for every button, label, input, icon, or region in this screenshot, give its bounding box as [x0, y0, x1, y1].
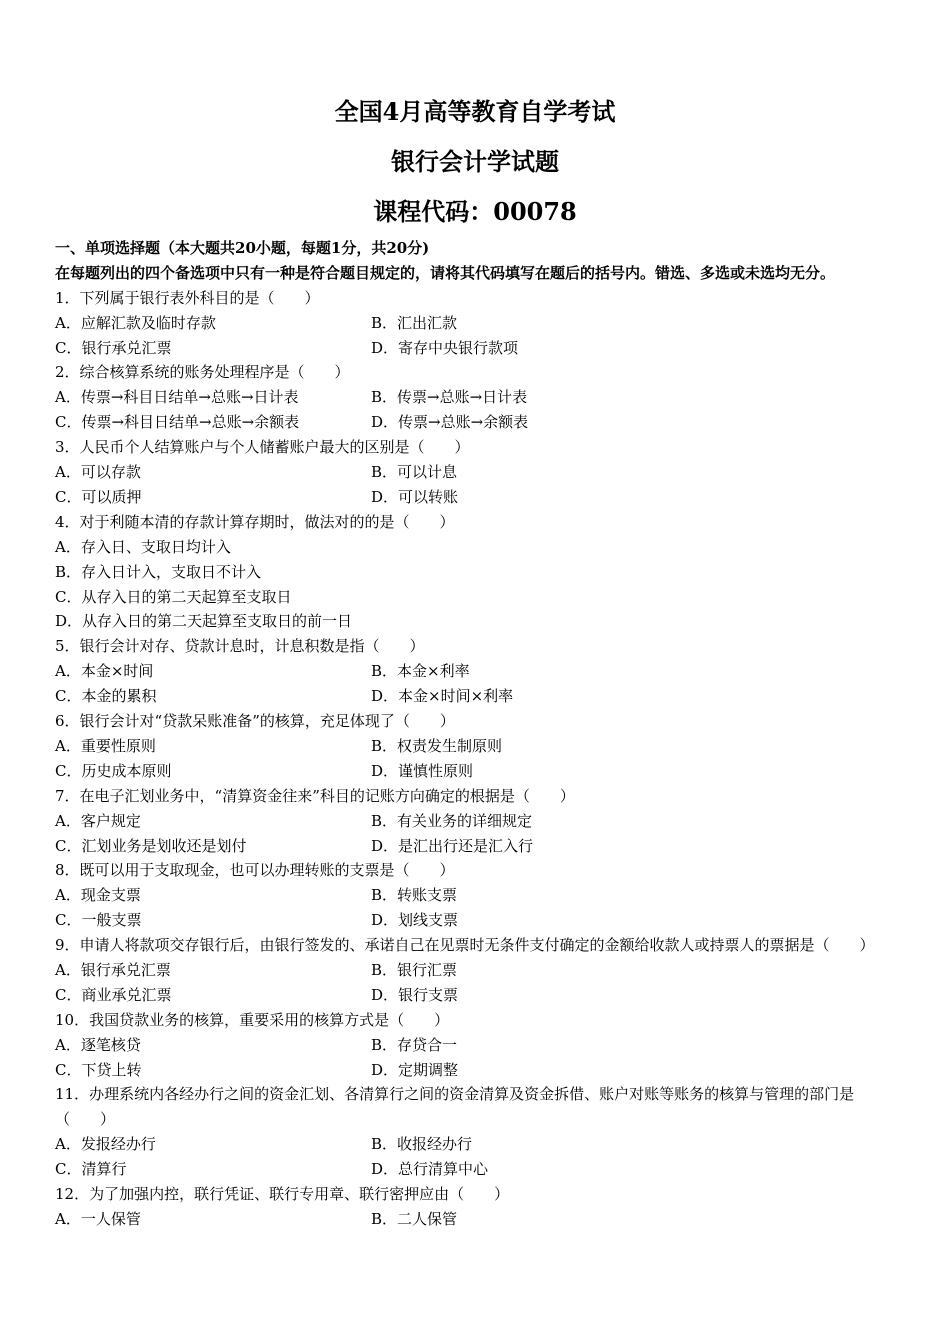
- question-stem: 5．银行会计对存、贷款计息时，计息积数是指（ ）: [55, 637, 425, 656]
- answer-option: D．总行清算中心: [371, 1160, 489, 1179]
- answer-option: B．传票→总账→日计表: [371, 388, 528, 407]
- exam-content: [55, 236, 897, 1232]
- question-stem: 4．对于利随本清的存款计算存期时，做法对的的是（ ）: [55, 512, 455, 531]
- answer-option: C．本金的累积: [55, 687, 157, 706]
- option-row: [55, 684, 897, 709]
- answer-option: A．一人保管: [55, 1209, 141, 1228]
- answer-option: A．银行承兑汇票: [55, 960, 171, 979]
- answer-option: C．传票→科目日结单→总账→余额表: [55, 413, 300, 432]
- answer-option: D．是汇出行还是汇入行: [371, 836, 534, 855]
- answer-option: D．划线支票: [371, 911, 459, 930]
- answer-option: D．可以转账: [371, 487, 459, 506]
- option-row: [55, 759, 897, 784]
- option-row: [55, 336, 897, 361]
- answer-option: B．本金×利率: [371, 662, 470, 681]
- answer-option: C．从存入日的第二天起算至支取日: [55, 587, 292, 606]
- question-item: [55, 435, 897, 510]
- option-row: [55, 983, 897, 1008]
- option-row: [55, 1157, 897, 1182]
- answer-option: D．传票→总账→余额表: [371, 413, 529, 432]
- question-item: [55, 1182, 897, 1232]
- question-stem: 10．我国贷款业务的核算，重要采用的核算方式是（ ）: [55, 1010, 450, 1029]
- answer-option: A．发报经办行: [55, 1135, 156, 1154]
- question-stem: 6．银行会计对“贷款呆账准备”的核算，充足体现了（ ）: [55, 712, 455, 731]
- question-item: [55, 634, 897, 709]
- option-row: [55, 883, 897, 908]
- option-row: [55, 460, 897, 485]
- answer-option: A．可以存款: [55, 463, 141, 482]
- answer-option: A．逐笔核贷: [55, 1035, 141, 1054]
- question-item: [55, 858, 897, 933]
- question-item: [55, 709, 897, 784]
- answer-option: B．二人保管: [371, 1209, 458, 1228]
- question-stem: 7．在电子汇划业务中，“清算资金往来”科目的记账方向确定的根据是（ ）: [55, 786, 575, 805]
- answer-option: A．本金×时间: [55, 662, 154, 681]
- answer-option: C．一般支票: [55, 911, 142, 930]
- section-heading: 一、单项选择题（本大题共20小题，每题1分，共20分): [55, 239, 430, 257]
- answer-option: A．客户规定: [55, 811, 141, 830]
- answer-option: B．存贷合一: [371, 1035, 458, 1054]
- option-row: [55, 410, 897, 435]
- answer-option: D．谨慎性原则: [371, 761, 474, 780]
- answer-option: C．清算行: [55, 1160, 127, 1179]
- answer-option: A．现金支票: [55, 886, 141, 905]
- question-stem: 3．人民币个人结算账户与个人储蓄账户最大的区别是（ ）: [55, 438, 470, 457]
- option-row: [55, 659, 897, 684]
- answer-option: D．寄存中央银行款项: [371, 338, 519, 357]
- answer-option: C．汇划业务是划收还是划付: [55, 836, 247, 855]
- option-row: [55, 385, 897, 410]
- option-row: [55, 958, 897, 983]
- section-instruction: 在每题列出的四个备选项中只有一种是符合题目规定的，请将其代码填写在题后的括号内。错选、多选或未选均无分。: [55, 263, 836, 282]
- answer-option: A．应解汇款及临时存款: [55, 313, 216, 332]
- answer-option: C．商业承兑汇票: [55, 985, 172, 1004]
- exam-title: 全国4月高等教育自学考试: [334, 97, 616, 126]
- question-list: [55, 286, 897, 1232]
- answer-option: A．存入日、支取日均计入: [55, 537, 231, 556]
- question-item: [55, 933, 897, 1008]
- question-item: [55, 1082, 897, 1182]
- answer-option: C．历史成本原则: [55, 761, 172, 780]
- option-row: [55, 1058, 897, 1083]
- option-row: [55, 908, 897, 933]
- question-item: [55, 286, 897, 361]
- question-stem: 11．办理系统内各经办行之间的资金汇划、各清算行之间的资金清算及资金拆借、账户对账等账务的核算与管理的部门是（ ）: [55, 1085, 855, 1129]
- question-stem: 8．既可以用于支取现金，也可以办理转账的支票是（ ）: [55, 861, 455, 880]
- question-stem: 2．综合核算系统的账务处理程序是（ ）: [55, 363, 350, 382]
- option-row: [55, 1033, 897, 1058]
- question-item: [55, 360, 897, 435]
- question-item: [55, 510, 897, 634]
- answer-option: D．定期调整: [371, 1060, 459, 1079]
- option-row: [55, 485, 897, 510]
- question-item: [55, 784, 897, 859]
- answer-option: D．从存入日的第二天起算至支取日的前一日: [55, 612, 353, 631]
- answer-option: B．权责发生制原则: [371, 736, 503, 755]
- question-stem: 1．下列属于银行表外科目的是（ ）: [55, 288, 320, 307]
- question-item: [55, 1008, 897, 1083]
- answer-option: B．存入日计入，支取日不计入: [55, 562, 262, 581]
- subject-title: 银行会计学试题: [391, 147, 559, 176]
- answer-option: B．收报经办行: [371, 1135, 473, 1154]
- option-row: [55, 734, 897, 759]
- answer-option: B．有关业务的详细规定: [371, 811, 533, 830]
- answer-option: A．传票→科目日结单→总账→日计表: [55, 388, 299, 407]
- answer-option: C．下贷上转: [55, 1060, 142, 1079]
- option-row: [55, 809, 897, 834]
- answer-option: B．银行汇票: [371, 960, 458, 979]
- option-row: [55, 311, 897, 336]
- option-row: [55, 834, 897, 859]
- question-stem: 12．为了加强内控，联行凭证、联行专用章、联行密押应由（ ）: [55, 1185, 510, 1204]
- option-row: [55, 1132, 897, 1157]
- answer-option: B．汇出汇款: [371, 313, 458, 332]
- answer-option: B．可以计息: [371, 463, 458, 482]
- course-code: 课程代码：00078: [373, 197, 577, 226]
- answer-option: C．银行承兑汇票: [55, 338, 172, 357]
- answer-option: B．转账支票: [371, 886, 458, 905]
- question-stem: 9．申请人将款项交存银行后，由银行签发的、承诺自己在见票时无条件支付确定的金额给收款人或持票人的票据是（ ）: [55, 936, 875, 955]
- option-row: [55, 1207, 897, 1232]
- answer-option: A．重要性原则: [55, 736, 156, 755]
- answer-option: D．本金×时间×利率: [371, 687, 514, 706]
- answer-option: D．银行支票: [371, 985, 459, 1004]
- answer-option: C．可以质押: [55, 487, 142, 506]
